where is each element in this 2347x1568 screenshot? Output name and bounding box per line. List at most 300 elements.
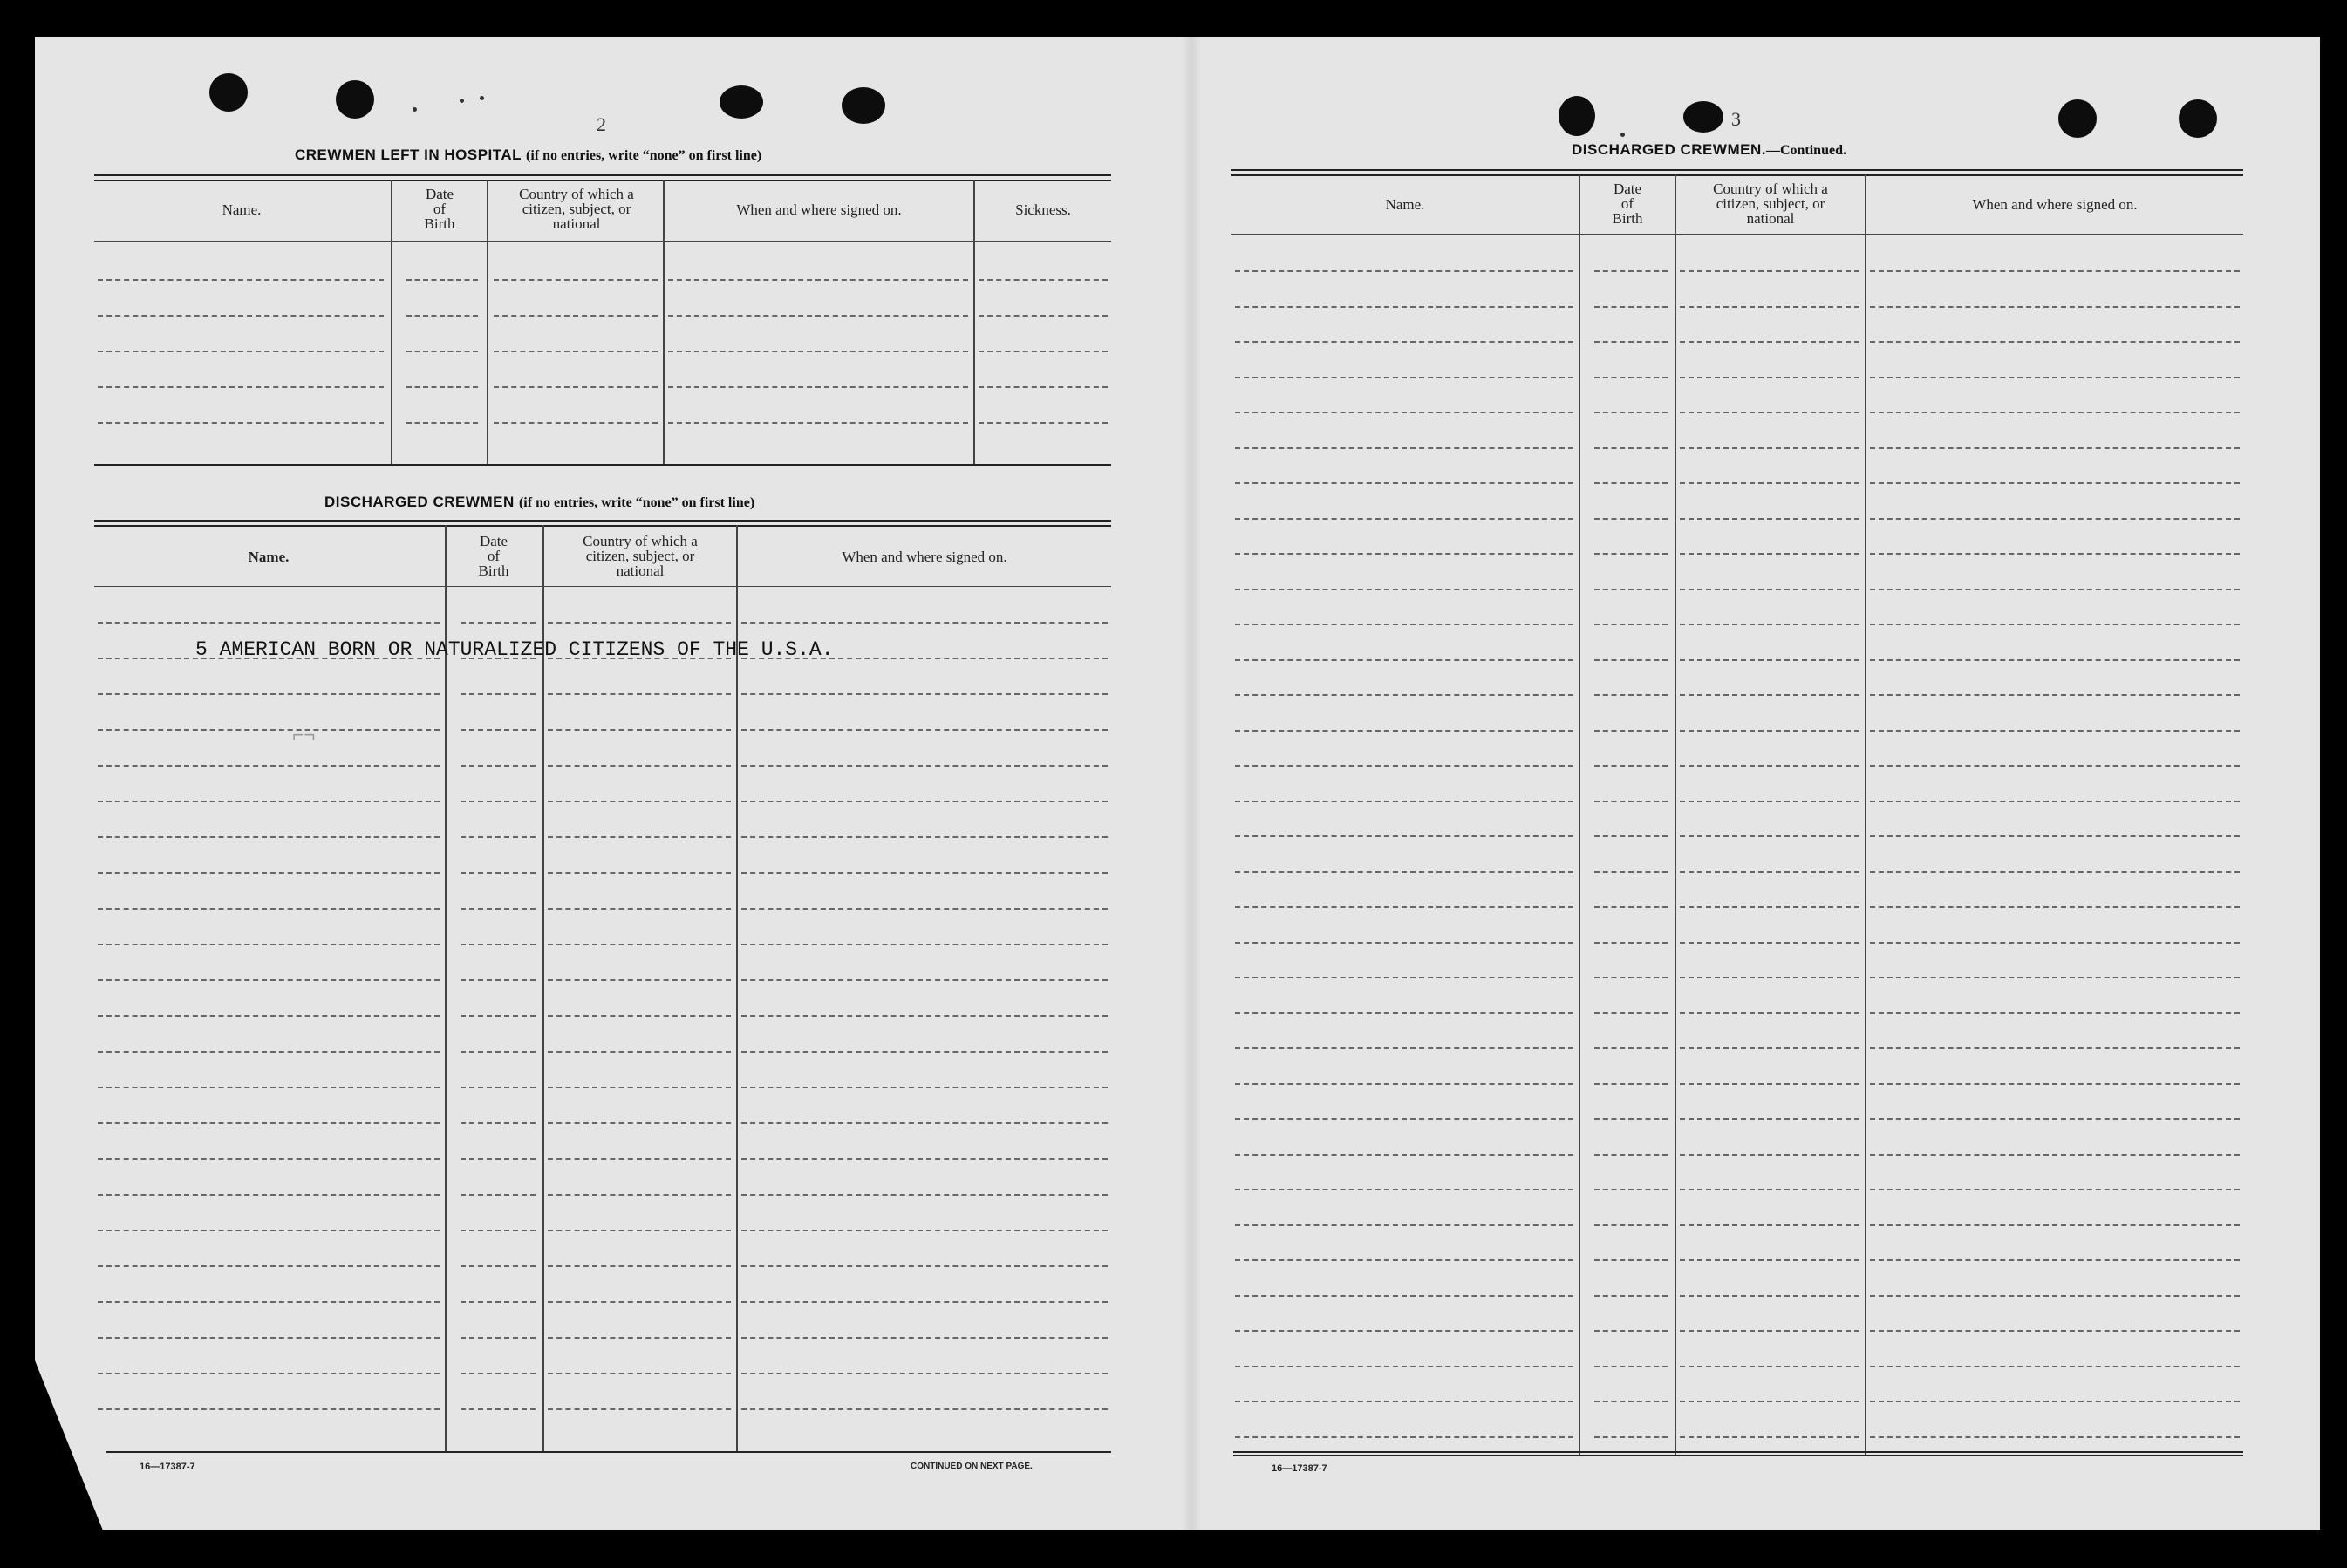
entry-line (494, 315, 658, 317)
entry-line (741, 1337, 1108, 1339)
entry-line (1870, 589, 2240, 590)
entry-line (1680, 412, 1859, 413)
entry-line (406, 386, 478, 388)
right-top-rule (1231, 169, 2243, 176)
typed-entry: 5 AMERICAN BORN OR NATURALIZED CITIZENS OF THE U.S.A. (195, 638, 834, 661)
entry-line (1594, 801, 1668, 802)
entry-line (98, 1408, 440, 1410)
entry-line (461, 1087, 536, 1088)
entry-line (494, 422, 658, 424)
entry-line (548, 693, 731, 695)
entry-line (1235, 1189, 1573, 1190)
entry-line (1235, 377, 1573, 378)
entry-line (1594, 1259, 1668, 1261)
punch-hole (209, 73, 248, 112)
entry-line (1680, 377, 1859, 378)
entry-line (1235, 1295, 1573, 1297)
entry-line (1235, 589, 1573, 590)
entry-line (1680, 306, 1859, 308)
entry-line (741, 765, 1108, 767)
entry-line (1870, 1189, 2240, 1190)
country-line: national (552, 215, 601, 232)
left-form-number: 16—17387-7 (140, 1462, 195, 1472)
entry-line (1235, 1259, 1573, 1261)
entry-line (668, 386, 968, 388)
discharged-header-when-where: When and where signed on. (842, 549, 1007, 565)
entry-line (1870, 1118, 2240, 1120)
hospital-header-country (490, 187, 663, 231)
entry-line (1870, 835, 2240, 837)
entry-line (1594, 977, 1668, 978)
entry-line (494, 351, 658, 352)
entry-line (1594, 482, 1668, 484)
entry-line (461, 944, 536, 945)
entry-line (98, 351, 384, 352)
entry-line (98, 765, 440, 767)
entry-line (98, 1122, 440, 1124)
entry-line (1594, 871, 1668, 873)
hospital-title-text: CREWMEN LEFT IN HOSPITAL (295, 147, 522, 163)
entry-line (979, 315, 1108, 317)
entry-line (1235, 801, 1573, 802)
entry-line (1594, 270, 1668, 272)
speck (480, 96, 484, 100)
entry-line (741, 693, 1108, 695)
entry-line (494, 386, 658, 388)
entry-line (741, 1051, 1108, 1053)
right-header-name: Name. (1385, 196, 1425, 213)
entry-line (1680, 977, 1859, 978)
entry-line (548, 1051, 731, 1053)
entry-line (1680, 906, 1859, 908)
hospital-header-bottom (94, 241, 1111, 242)
entry-line (741, 872, 1108, 874)
punch-hole (1683, 101, 1723, 133)
entry-line (1235, 1224, 1573, 1226)
entry-line (1594, 1118, 1668, 1120)
entry-line (461, 622, 536, 624)
punch-hole (2179, 99, 2217, 138)
entry-line (1235, 659, 1573, 661)
entry-line (1680, 871, 1859, 873)
entry-line (1680, 835, 1859, 837)
entry-line (979, 422, 1108, 424)
entry-line (461, 1301, 536, 1303)
entry-line (741, 1373, 1108, 1374)
entry-line (548, 908, 731, 910)
entry-line (548, 1015, 731, 1017)
entry-line (741, 1230, 1108, 1231)
continued-note: CONTINUED ON NEXT PAGE. (911, 1462, 1033, 1471)
entry-line (1870, 977, 2240, 978)
discharged-header-country (544, 534, 736, 578)
entry-line (1870, 1047, 2240, 1049)
entry-line (1235, 553, 1573, 555)
dob-line: of (487, 548, 501, 564)
entry-line (741, 1158, 1108, 1160)
entry-line (1680, 518, 1859, 520)
column-separator (1675, 174, 1676, 1456)
dob-line: Birth (478, 562, 509, 579)
entry-line (98, 693, 440, 695)
entry-line (494, 279, 658, 281)
entry-line (461, 1122, 536, 1124)
entry-line (1235, 1154, 1573, 1156)
country-line: citizen, subject, or (585, 548, 695, 564)
entry-line (461, 1230, 536, 1231)
entry-line (1870, 306, 2240, 308)
entry-line (1870, 341, 2240, 343)
entry-line (461, 729, 536, 731)
entry-line (1870, 624, 2240, 625)
hospital-header-dob (392, 187, 487, 231)
entry-line (98, 422, 384, 424)
entry-line (1870, 871, 2240, 873)
punch-hole (336, 80, 374, 119)
entry-line (1235, 624, 1573, 625)
entry-line (1235, 518, 1573, 520)
entry-line (1235, 694, 1573, 696)
entry-line (741, 1122, 1108, 1124)
entry-line (1594, 1295, 1668, 1297)
entry-line (1870, 730, 2240, 732)
entry-line (1680, 765, 1859, 767)
right-header-dob (1580, 181, 1675, 226)
discharged-title-text: DISCHARGED CREWMEN (324, 494, 515, 510)
entry-line (1870, 765, 2240, 767)
entry-line (548, 1230, 731, 1231)
hospital-instruction: (if no entries, write “none” on first line) (526, 148, 762, 163)
entry-line (406, 315, 478, 317)
entry-line (1870, 659, 2240, 661)
column-separator (973, 180, 975, 464)
dob-line: Birth (424, 215, 455, 232)
entry-line (741, 622, 1108, 624)
entry-line (1680, 341, 1859, 343)
entry-line (1235, 412, 1573, 413)
entry-line (1594, 906, 1668, 908)
entry-line (1680, 1118, 1859, 1120)
entry-line (461, 1015, 536, 1017)
speck (460, 99, 464, 103)
entry-line (741, 979, 1108, 981)
entry-line (461, 1158, 536, 1160)
entry-line (1594, 518, 1668, 520)
entry-line (1594, 589, 1668, 590)
entry-line (1680, 447, 1859, 449)
speck (413, 107, 417, 112)
discharged-section-title (324, 494, 754, 511)
entry-line (1235, 942, 1573, 944)
entry-line (548, 1408, 731, 1410)
column-separator (1579, 174, 1580, 1456)
entry-line (1594, 553, 1668, 555)
entry-line (1870, 1295, 2240, 1297)
dob-line: Date (1613, 181, 1642, 197)
entry-line (548, 1373, 731, 1374)
entry-line (461, 979, 536, 981)
entry-line (98, 315, 384, 317)
column-separator (391, 180, 392, 464)
entry-line (1680, 659, 1859, 661)
punch-hole (2058, 99, 2097, 138)
entry-line (1235, 871, 1573, 873)
entry-line (548, 765, 731, 767)
entry-line (1594, 377, 1668, 378)
entry-line (741, 1015, 1108, 1017)
entry-line (98, 1373, 440, 1374)
entry-line (1680, 624, 1859, 625)
left-bottom-rule (106, 1451, 1111, 1453)
discharged-top-rule (94, 520, 1111, 527)
punch-hole (842, 87, 885, 124)
entry-line (1680, 553, 1859, 555)
entry-line (548, 622, 731, 624)
entry-line (1594, 1154, 1668, 1156)
entry-line (461, 908, 536, 910)
entry-line (98, 1265, 440, 1267)
entry-line (461, 872, 536, 874)
discharged-header-bottom (94, 586, 1111, 587)
entry-line (461, 1337, 536, 1339)
entry-line (1235, 1047, 1573, 1049)
entry-line (548, 1194, 731, 1196)
country-line: national (616, 562, 665, 579)
entry-line (548, 944, 731, 945)
entry-line (406, 279, 478, 281)
entry-line (98, 622, 440, 624)
entry-line (979, 279, 1108, 281)
entry-line (461, 1194, 536, 1196)
right-bottom-rule (1233, 1451, 2243, 1456)
entry-line (98, 1051, 440, 1053)
entry-line (98, 1194, 440, 1196)
entry-line (1235, 482, 1573, 484)
entry-line (741, 1087, 1108, 1088)
entry-line (98, 279, 384, 281)
entry-line (98, 979, 440, 981)
page-number: 3 (1731, 108, 1741, 130)
entry-line (1680, 1189, 1859, 1190)
entry-line (1594, 624, 1668, 625)
page-fold (1182, 37, 1201, 1530)
entry-line (1680, 1330, 1859, 1332)
entry-line (1680, 1366, 1859, 1367)
entry-line (548, 1087, 731, 1088)
entry-line (1594, 942, 1668, 944)
document-paper (35, 37, 2320, 1530)
entry-line (1680, 801, 1859, 802)
entry-line (1594, 1012, 1668, 1014)
entry-line (98, 944, 440, 945)
entry-line (1235, 1083, 1573, 1085)
entry-line (1870, 942, 2240, 944)
entry-line (741, 1194, 1108, 1196)
entry-line (1870, 447, 2240, 449)
entry-line (548, 1122, 731, 1124)
entry-line (741, 1408, 1108, 1410)
entry-line (98, 1158, 440, 1160)
entry-line (1870, 1436, 2240, 1438)
entry-line (1680, 482, 1859, 484)
entry-line (1235, 1401, 1573, 1402)
entry-line (1870, 1012, 2240, 1014)
entry-line (548, 729, 731, 731)
entry-line (1680, 1154, 1859, 1156)
entry-line (1235, 270, 1573, 272)
right-header-bottom (1231, 234, 2243, 235)
entry-line (1235, 447, 1573, 449)
entry-line (1235, 1366, 1573, 1367)
entry-line (1594, 1047, 1668, 1049)
entry-line (1680, 270, 1859, 272)
entry-line (1594, 659, 1668, 661)
entry-line (1870, 1401, 2240, 1402)
entry-line (98, 836, 440, 838)
entry-line (1680, 694, 1859, 696)
entry-line (1235, 765, 1573, 767)
entry-line (1594, 694, 1668, 696)
entry-line (1870, 270, 2240, 272)
entry-line (1594, 1224, 1668, 1226)
entry-line (668, 422, 968, 424)
entry-line (1594, 1366, 1668, 1367)
entry-line (741, 908, 1108, 910)
entry-line (1235, 341, 1573, 343)
entry-line (548, 801, 731, 802)
entry-line (1235, 1118, 1573, 1120)
entry-line (98, 1230, 440, 1231)
entry-line (1594, 1436, 1668, 1438)
punch-hole (1559, 96, 1595, 136)
country-line: Country of which a (1713, 181, 1828, 197)
entry-line (1680, 730, 1859, 732)
hospital-top-rule (94, 174, 1111, 181)
entry-line (98, 801, 440, 802)
country-line: Country of which a (583, 533, 698, 549)
hospital-section-title (295, 147, 761, 164)
right-form-number: 16—17387-7 (1272, 1463, 1327, 1474)
entry-line (1594, 1330, 1668, 1332)
entry-line (1235, 1330, 1573, 1332)
entry-line (1594, 1189, 1668, 1190)
entry-line (1870, 801, 2240, 802)
entry-line (1594, 412, 1668, 413)
entry-line (1680, 589, 1859, 590)
dob-line: Birth (1612, 210, 1643, 227)
discharged-continued-title (1572, 141, 1846, 159)
entry-line (548, 872, 731, 874)
entry-line (741, 836, 1108, 838)
hospital-header-sickness: Sickness. (1015, 201, 1071, 218)
bleed-through-mark: ⌐¬ (292, 726, 316, 747)
entry-line (461, 1265, 536, 1267)
entry-line (741, 1301, 1108, 1303)
entry-line (1680, 1259, 1859, 1261)
column-separator (1865, 174, 1866, 1456)
right-header-country (1676, 181, 1865, 226)
hospital-bottom-rule (94, 464, 1111, 466)
entry-line (98, 1015, 440, 1017)
entry-line (1235, 1012, 1573, 1014)
entry-line (1235, 306, 1573, 308)
column-separator (736, 525, 738, 1451)
entry-line (98, 1337, 440, 1339)
entry-line (548, 1158, 731, 1160)
discharged-continued-text: DISCHARGED CREWMEN. (1572, 141, 1766, 158)
entry-line (1870, 1259, 2240, 1261)
dob-line: Date (479, 533, 508, 549)
entry-line (1594, 765, 1668, 767)
entry-line (1235, 730, 1573, 732)
discharged-header-name: Name. (248, 549, 290, 565)
entry-line (461, 801, 536, 802)
entry-line (1680, 1083, 1859, 1085)
entry-line (1235, 1436, 1573, 1438)
entry-line (98, 872, 440, 874)
dob-line: of (433, 201, 447, 217)
entry-line (979, 351, 1108, 352)
page-number: 2 (597, 113, 606, 135)
entry-line (1594, 1401, 1668, 1402)
entry-line (741, 801, 1108, 802)
entry-line (1870, 906, 2240, 908)
country-line: Country of which a (519, 186, 634, 202)
entry-line (1680, 942, 1859, 944)
torn-corner (35, 1360, 105, 1535)
entry-line (1870, 1154, 2240, 1156)
entry-line (1870, 1224, 2240, 1226)
column-separator (542, 525, 544, 1451)
entry-line (98, 386, 384, 388)
entry-line (1870, 518, 2240, 520)
entry-line (1235, 977, 1573, 978)
discharged-header-dob (447, 534, 541, 578)
entry-line (1870, 1083, 2240, 1085)
column-separator (663, 180, 665, 464)
entry-line (461, 765, 536, 767)
entry-line (668, 279, 968, 281)
entry-line (1235, 835, 1573, 837)
entry-line (548, 836, 731, 838)
entry-line (98, 1087, 440, 1088)
entry-line (1680, 1401, 1859, 1402)
entry-line (548, 979, 731, 981)
entry-line (1870, 694, 2240, 696)
entry-line (461, 1051, 536, 1053)
column-separator (445, 525, 447, 1451)
continued-suffix: —Continued. (1765, 143, 1846, 158)
hospital-header-when-where: When and where signed on. (736, 201, 902, 218)
entry-line (1870, 1330, 2240, 1332)
country-line: national (1746, 210, 1795, 227)
entry-line (741, 944, 1108, 945)
speck (1620, 133, 1625, 137)
entry-line (461, 1408, 536, 1410)
entry-line (1680, 1012, 1859, 1014)
hospital-header-name: Name. (222, 201, 262, 218)
entry-line (979, 386, 1108, 388)
entry-line (1680, 1295, 1859, 1297)
entry-line (1594, 341, 1668, 343)
entry-line (1870, 482, 2240, 484)
entry-line (1680, 1047, 1859, 1049)
entry-line (668, 315, 968, 317)
entry-line (461, 836, 536, 838)
entry-line (548, 1301, 731, 1303)
column-separator (487, 180, 488, 464)
dob-line: of (1620, 195, 1634, 212)
